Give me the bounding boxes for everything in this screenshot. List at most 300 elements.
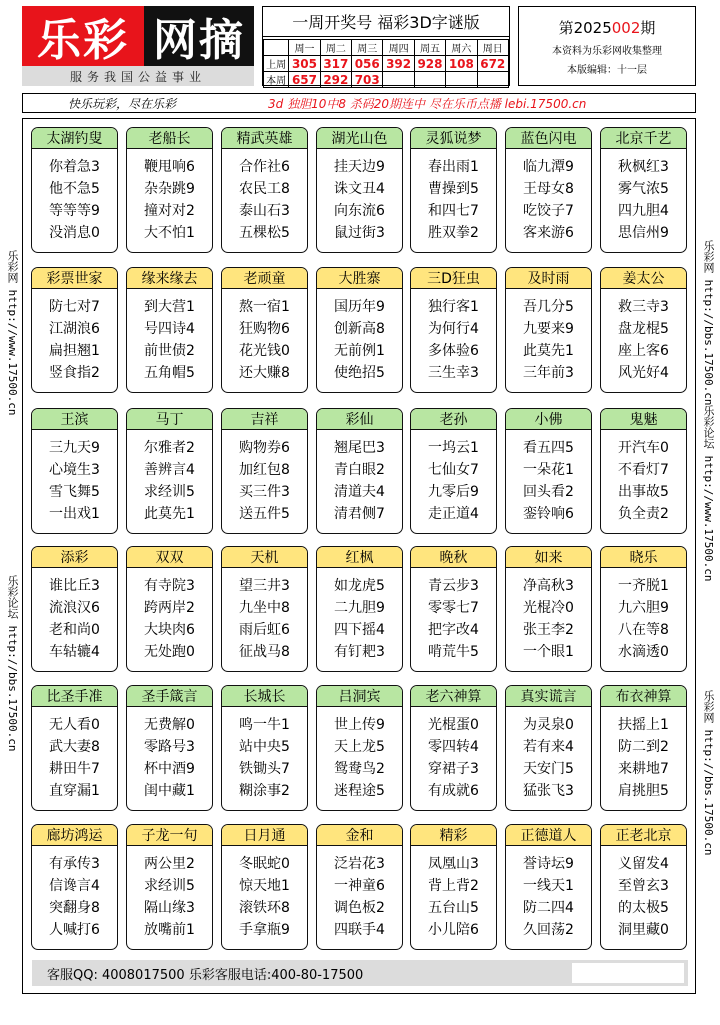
- draw-table-row: [264, 72, 509, 88]
- card-item: 天安门5: [523, 761, 574, 777]
- card-item: 五棵松5: [239, 225, 290, 241]
- card-item: 雨后虹6: [239, 622, 290, 638]
- card-item: 放嘴前1: [144, 922, 195, 938]
- prediction-card: [505, 127, 592, 253]
- card-author: 王滨: [32, 409, 117, 430]
- card-item: 此莫先1: [144, 506, 195, 522]
- card-items: [411, 149, 496, 244]
- prediction-card: [316, 546, 403, 672]
- card-item: 善辨言4: [144, 462, 195, 478]
- card-author: 圣手箴言: [127, 686, 212, 707]
- card-item: 小儿陪6: [428, 922, 479, 938]
- weekly-draw-panel: [262, 6, 510, 86]
- draw-number: 056: [352, 56, 383, 72]
- card-item: 尔雅者2: [144, 440, 195, 456]
- side-text-left-bottom[interactable]: 乐彩论坛 http://bbs.17500.cn: [6, 575, 19, 752]
- card-author: 鬼魅: [601, 409, 686, 430]
- card-item: 春出雨1: [428, 159, 479, 175]
- prediction-card: [316, 267, 403, 393]
- draw-number: 317: [320, 56, 351, 72]
- card-author: 晚秋: [411, 547, 496, 568]
- card-items: [127, 149, 212, 244]
- card-author: 子龙一句: [127, 825, 212, 846]
- prediction-card: [600, 824, 687, 950]
- card-item: 风光好4: [618, 365, 669, 381]
- card-author: 灵狐说梦: [411, 128, 496, 149]
- side-text-right-bottom[interactable]: 乐彩网 http://bbs.17500.cn: [702, 690, 715, 856]
- card-item: 一朵花1: [523, 462, 574, 478]
- card-author: 及时雨: [506, 268, 591, 289]
- card-item: 独行客1: [428, 299, 479, 315]
- prediction-card: [126, 408, 213, 534]
- card-item: 国历年9: [334, 299, 385, 315]
- card-item: 跨两岸2: [144, 600, 195, 616]
- draw-table-corner: [264, 40, 289, 56]
- prediction-card: [505, 267, 592, 393]
- prediction-card: [126, 685, 213, 811]
- card-items: [506, 430, 591, 525]
- card-item: 鸣一牛1: [239, 717, 290, 733]
- prediction-card: [31, 546, 118, 672]
- card-item: 诛文丑4: [334, 181, 385, 197]
- card-item: 熬一宿1: [239, 299, 290, 315]
- side-text-left-top[interactable]: 乐彩网 http://www.17500.cn: [6, 250, 19, 416]
- prediction-card: [31, 408, 118, 534]
- card-items: [317, 846, 402, 941]
- editor-credit: 本版编辑：十一层: [567, 65, 647, 76]
- card-author: 大胜寨: [317, 268, 402, 289]
- card-item: 吃饺子7: [523, 203, 574, 219]
- card-item: 三九天9: [49, 440, 100, 456]
- row-label: 上周: [264, 56, 289, 72]
- card-item: 和四七7: [428, 203, 479, 219]
- weekday-cell: 周二: [320, 40, 351, 56]
- card-item: 车轱辘4: [49, 644, 100, 660]
- card-item: 站中央5: [239, 739, 290, 755]
- card-items: [127, 707, 212, 802]
- card-item: 有钉耙3: [334, 644, 385, 660]
- card-item: 四下摇4: [334, 622, 385, 638]
- card-items: [601, 707, 686, 802]
- card-item: 征战马8: [239, 644, 290, 660]
- card-items: [32, 149, 117, 244]
- draw-number: 392: [383, 56, 414, 72]
- card-items: [222, 707, 307, 802]
- card-items: [32, 430, 117, 525]
- card-author: 添彩: [32, 547, 117, 568]
- card-author: 彩票世家: [32, 268, 117, 289]
- card-item: 冬眠蛇0: [239, 856, 290, 872]
- card-items: [127, 289, 212, 384]
- row-label: 本周: [264, 72, 289, 88]
- card-item: 调色板2: [334, 900, 385, 916]
- card-item: 直穿漏1: [49, 783, 100, 799]
- card-item: 一线天1: [523, 878, 574, 894]
- card-item: 七仙女7: [428, 462, 479, 478]
- card-item: 人喊打6: [49, 922, 100, 938]
- prediction-card: [410, 546, 497, 672]
- card-items: [127, 568, 212, 663]
- card-item: 扁担翘1: [49, 343, 100, 359]
- card-item: 三年前3: [523, 365, 574, 381]
- card-item: 无人看0: [49, 717, 100, 733]
- issue-panel: [518, 6, 696, 86]
- card-item: 胜双拳2: [428, 225, 479, 241]
- card-item: 迷程途5: [334, 783, 385, 799]
- prediction-card: [221, 685, 308, 811]
- draw-number: 657: [289, 72, 320, 88]
- card-item: 你着急3: [49, 159, 100, 175]
- card-author: 双双: [127, 547, 212, 568]
- card-item: 雾气浓5: [618, 181, 669, 197]
- card-author: 正德道人: [506, 825, 591, 846]
- card-item: 心境生3: [49, 462, 100, 478]
- draw-number: 292: [320, 72, 351, 88]
- card-items: [127, 846, 212, 941]
- card-item: 隔山缘3: [144, 900, 195, 916]
- prediction-card: [505, 546, 592, 672]
- card-item: 负全责2: [618, 506, 669, 522]
- card-item: 送五件5: [239, 506, 290, 522]
- card-item: 啃荒牛5: [428, 644, 479, 660]
- prediction-card: [410, 408, 497, 534]
- draw-title: 一周开奖号 福彩3D字谜版: [263, 7, 509, 37]
- card-items: [317, 289, 402, 384]
- card-items: [601, 846, 686, 941]
- card-item: 吾几分5: [523, 299, 574, 315]
- card-item: 扶摇上1: [618, 717, 669, 733]
- card-item: 走正道4: [428, 506, 479, 522]
- card-items: [411, 568, 496, 663]
- card-item: 五角帽5: [144, 365, 195, 381]
- card-item: 多体验6: [428, 343, 479, 359]
- card-item: 光棍蛋0: [428, 717, 479, 733]
- card-item: 回头看2: [523, 484, 574, 500]
- prediction-card: [316, 408, 403, 534]
- card-item: 合作社6: [239, 159, 290, 175]
- draw-number: [414, 72, 445, 88]
- card-items: [317, 430, 402, 525]
- card-author: 湖光山色: [317, 128, 402, 149]
- card-item: 清君侧7: [334, 506, 385, 522]
- card-item: 滚铁环8: [239, 900, 290, 916]
- draw-table: [263, 39, 509, 88]
- card-author: 布衣神算: [601, 686, 686, 707]
- card-author: 长城长: [222, 686, 307, 707]
- card-item: 救三寺3: [618, 299, 669, 315]
- card-author: 吉祥: [222, 409, 307, 430]
- logo-part-red: 乐彩: [22, 6, 144, 66]
- card-items: [506, 846, 591, 941]
- marquee-bar: [22, 93, 696, 113]
- card-items: [127, 430, 212, 525]
- card-item: 鸳鸯鸟2: [334, 761, 385, 777]
- card-item: 青云步3: [428, 578, 479, 594]
- card-item: 把字改4: [428, 622, 479, 638]
- card-item: 光棍冷0: [523, 600, 574, 616]
- card-item: 九要来9: [523, 321, 574, 337]
- card-item: 鼠过街3: [334, 225, 385, 241]
- card-items: [222, 568, 307, 663]
- card-items: [317, 568, 402, 663]
- card-items: [411, 430, 496, 525]
- card-item: 购物券6: [239, 440, 290, 456]
- issue-suffix: 期: [640, 19, 656, 37]
- draw-table-header-row: [264, 40, 509, 56]
- card-item: 猛张飞3: [523, 783, 574, 799]
- issue-prefix: 第2025: [558, 19, 612, 37]
- card-author: 廊坊鸿运: [32, 825, 117, 846]
- card-author: 如来: [506, 547, 591, 568]
- card-item: 挂天边9: [334, 159, 385, 175]
- card-item: 凤凰山3: [428, 856, 479, 872]
- prediction-card: [31, 824, 118, 950]
- marquee-left: 快乐玩彩，尽在乐彩: [68, 96, 177, 111]
- weekday-cell: 周一: [289, 40, 320, 56]
- card-item: 使绝招5: [334, 365, 385, 381]
- prediction-card: [505, 824, 592, 950]
- card-author: 比圣手准: [32, 686, 117, 707]
- card-author: 太湖钓叟: [32, 128, 117, 149]
- card-item: 到大营1: [144, 299, 195, 315]
- prediction-card: [505, 408, 592, 534]
- draw-number: 305: [289, 56, 320, 72]
- side-text-right-mid[interactable]: 乐彩论坛 http://www.17500.cn: [702, 405, 715, 582]
- card-item: 的太极5: [618, 900, 669, 916]
- card-author: 姜太公: [601, 268, 686, 289]
- weekday-cell: 周四: [383, 40, 414, 56]
- card-item: 竖食指2: [49, 365, 100, 381]
- card-items: [506, 149, 591, 244]
- card-item: 糊涂事2: [239, 783, 290, 799]
- card-item: 突翻身8: [49, 900, 100, 916]
- card-item: 两公里2: [144, 856, 195, 872]
- card-item: 若有来4: [523, 739, 574, 755]
- prediction-card: [410, 685, 497, 811]
- card-items: [601, 430, 686, 525]
- card-item: 盘龙棍5: [618, 321, 669, 337]
- card-items: [601, 289, 686, 384]
- slogan: 服务我国公益事业: [22, 66, 254, 86]
- card-item: 来耕地7: [618, 761, 669, 777]
- card-item: 杯中酒9: [144, 761, 195, 777]
- card-item: 杂杂跳9: [144, 181, 195, 197]
- card-item: 江湖浪6: [49, 321, 100, 337]
- card-item: 清道夫4: [334, 484, 385, 500]
- footer-contact: 客服QQ: 4008017500 乐彩客服电话:400-80-17500: [47, 967, 364, 983]
- footer-blank-box: [572, 963, 684, 983]
- card-item: 有成就6: [428, 783, 479, 799]
- prediction-card: [316, 824, 403, 950]
- prediction-card: [126, 127, 213, 253]
- card-item: 三生幸3: [428, 365, 479, 381]
- card-item: 王母女8: [523, 181, 574, 197]
- issue-note: 本资料为乐彩网收集整理: [552, 46, 662, 57]
- card-item: 铁锄头7: [239, 761, 290, 777]
- prediction-card: [31, 685, 118, 811]
- card-item: 如龙虎5: [334, 578, 385, 594]
- card-author: 精武英雄: [222, 128, 307, 149]
- card-author: 金和: [317, 825, 402, 846]
- draw-number: [477, 72, 508, 88]
- card-item: 青白眼2: [334, 462, 385, 478]
- card-item: 客来游6: [523, 225, 574, 241]
- card-item: 大块肉6: [144, 622, 195, 638]
- draw-number: 108: [446, 56, 477, 72]
- card-item: 为何行4: [428, 321, 479, 337]
- prediction-card: [410, 267, 497, 393]
- card-item: 临九潭9: [523, 159, 574, 175]
- card-item: 五台山5: [428, 900, 479, 916]
- card-items: [222, 846, 307, 941]
- card-author: 老六神算: [411, 686, 496, 707]
- card-item: 流浪汉6: [49, 600, 100, 616]
- card-item: 此莫先1: [523, 343, 574, 359]
- card-item: 耕田牛7: [49, 761, 100, 777]
- card-item: 闺中藏1: [144, 783, 195, 799]
- card-item: 洞里藏0: [618, 922, 669, 938]
- card-item: 望三井3: [239, 578, 290, 594]
- card-item: 大不怕1: [144, 225, 195, 241]
- prediction-card: [600, 267, 687, 393]
- site-logo: [22, 6, 254, 66]
- prediction-card: [221, 546, 308, 672]
- card-items: [506, 568, 591, 663]
- card-item: 无前例1: [334, 343, 385, 359]
- card-author: 正老北京: [601, 825, 686, 846]
- card-item: 誉诗坛9: [523, 856, 574, 872]
- prediction-card: [221, 267, 308, 393]
- card-items: [222, 149, 307, 244]
- card-item: 鞭甩响6: [144, 159, 195, 175]
- card-item: 翘尾巴3: [334, 440, 385, 456]
- card-item: 武大妻8: [49, 739, 100, 755]
- card-item: 久回荡2: [523, 922, 574, 938]
- footer-bar: [32, 960, 688, 986]
- side-text-right-top[interactable]: 乐彩网 http://bbs.17500.cn: [702, 240, 715, 406]
- card-items: [222, 289, 307, 384]
- card-items: [317, 149, 402, 244]
- card-item: 泰山石3: [239, 203, 290, 219]
- card-item: 八在等8: [618, 622, 669, 638]
- card-items: [411, 846, 496, 941]
- card-item: 求经训5: [144, 484, 195, 500]
- card-item: 銮铃响6: [523, 506, 574, 522]
- prediction-card: [31, 127, 118, 253]
- issue-number: 002: [611, 19, 641, 37]
- card-items: [32, 289, 117, 384]
- prediction-card: [31, 267, 118, 393]
- card-item: 创新高8: [334, 321, 385, 337]
- card-item: 二九胆9: [334, 600, 385, 616]
- card-author: 老顽童: [222, 268, 307, 289]
- card-items: [411, 289, 496, 384]
- card-item: 有承传3: [49, 856, 100, 872]
- card-item: 出事故5: [618, 484, 669, 500]
- weekday-cell: 周五: [414, 40, 445, 56]
- card-item: 农民工8: [239, 181, 290, 197]
- card-item: 号四诗4: [144, 321, 195, 337]
- card-item: 零路号3: [144, 739, 195, 755]
- card-item: 无费解0: [144, 717, 195, 733]
- prediction-card: [221, 408, 308, 534]
- prediction-card: [126, 546, 213, 672]
- card-item: 为灵泉0: [523, 717, 574, 733]
- card-item: 防二四4: [523, 900, 574, 916]
- prediction-card: [410, 824, 497, 950]
- card-item: 一齐脱1: [618, 578, 669, 594]
- card-item: 净高秋3: [523, 578, 574, 594]
- card-item: 惊天地1: [239, 878, 290, 894]
- draw-number: 703: [352, 72, 383, 88]
- card-item: 求经训5: [144, 878, 195, 894]
- card-item: 一个眼1: [523, 644, 574, 660]
- card-item: 前世债2: [144, 343, 195, 359]
- prediction-card: [126, 267, 213, 393]
- prediction-card: [600, 127, 687, 253]
- card-item: 信谗言4: [49, 878, 100, 894]
- marquee-right-link[interactable]: 3d 独胆10中8 杀码20期连中 尽在乐币点播 lebi.17500.cn: [268, 96, 587, 111]
- card-item: 义留发4: [618, 856, 669, 872]
- card-item: 不看灯7: [618, 462, 669, 478]
- card-items: [601, 568, 686, 663]
- card-item: 至曾玄3: [618, 878, 669, 894]
- card-author: 精彩: [411, 825, 496, 846]
- card-author: 吕洞宾: [317, 686, 402, 707]
- card-author: 三D狂虫: [411, 268, 496, 289]
- card-item: 张王李2: [523, 622, 574, 638]
- card-item: 穿裙子3: [428, 761, 479, 777]
- card-items: [222, 430, 307, 525]
- card-item: 九六胆9: [618, 600, 669, 616]
- card-item: 一神童6: [334, 878, 385, 894]
- card-item: 天上龙5: [334, 739, 385, 755]
- card-item: 防二到2: [618, 739, 669, 755]
- card-author: 红枫: [317, 547, 402, 568]
- card-author: 晓乐: [601, 547, 686, 568]
- card-item: 一坞云1: [428, 440, 479, 456]
- card-items: [32, 846, 117, 941]
- card-item: 水滴透0: [618, 644, 669, 660]
- draw-number: [446, 72, 477, 88]
- draw-number: 672: [477, 56, 508, 72]
- card-author: 真实谎言: [506, 686, 591, 707]
- draw-number: [383, 72, 414, 88]
- card-item: 加红包8: [239, 462, 290, 478]
- card-item: 雪飞舞5: [49, 484, 100, 500]
- card-author: 老孙: [411, 409, 496, 430]
- card-item: 手拿瓶9: [239, 922, 290, 938]
- card-items: [506, 707, 591, 802]
- card-item: 一出戏1: [49, 506, 100, 522]
- logo-part-black: 网摘: [144, 6, 254, 66]
- prediction-card: [221, 127, 308, 253]
- prediction-card: [316, 127, 403, 253]
- prediction-card: [600, 408, 687, 534]
- card-item: 看五四5: [523, 440, 574, 456]
- card-items: [32, 707, 117, 802]
- card-item: 开汽车0: [618, 440, 669, 456]
- card-item: 零四转4: [428, 739, 479, 755]
- card-item: 等等等9: [49, 203, 100, 219]
- card-author: 马丁: [127, 409, 212, 430]
- card-item: 四联手4: [334, 922, 385, 938]
- weekday-cell: 周日: [477, 40, 508, 56]
- card-author: 天机: [222, 547, 307, 568]
- card-item: 九零后9: [428, 484, 479, 500]
- card-item: 花光钱0: [239, 343, 290, 359]
- card-item: 九坐中8: [239, 600, 290, 616]
